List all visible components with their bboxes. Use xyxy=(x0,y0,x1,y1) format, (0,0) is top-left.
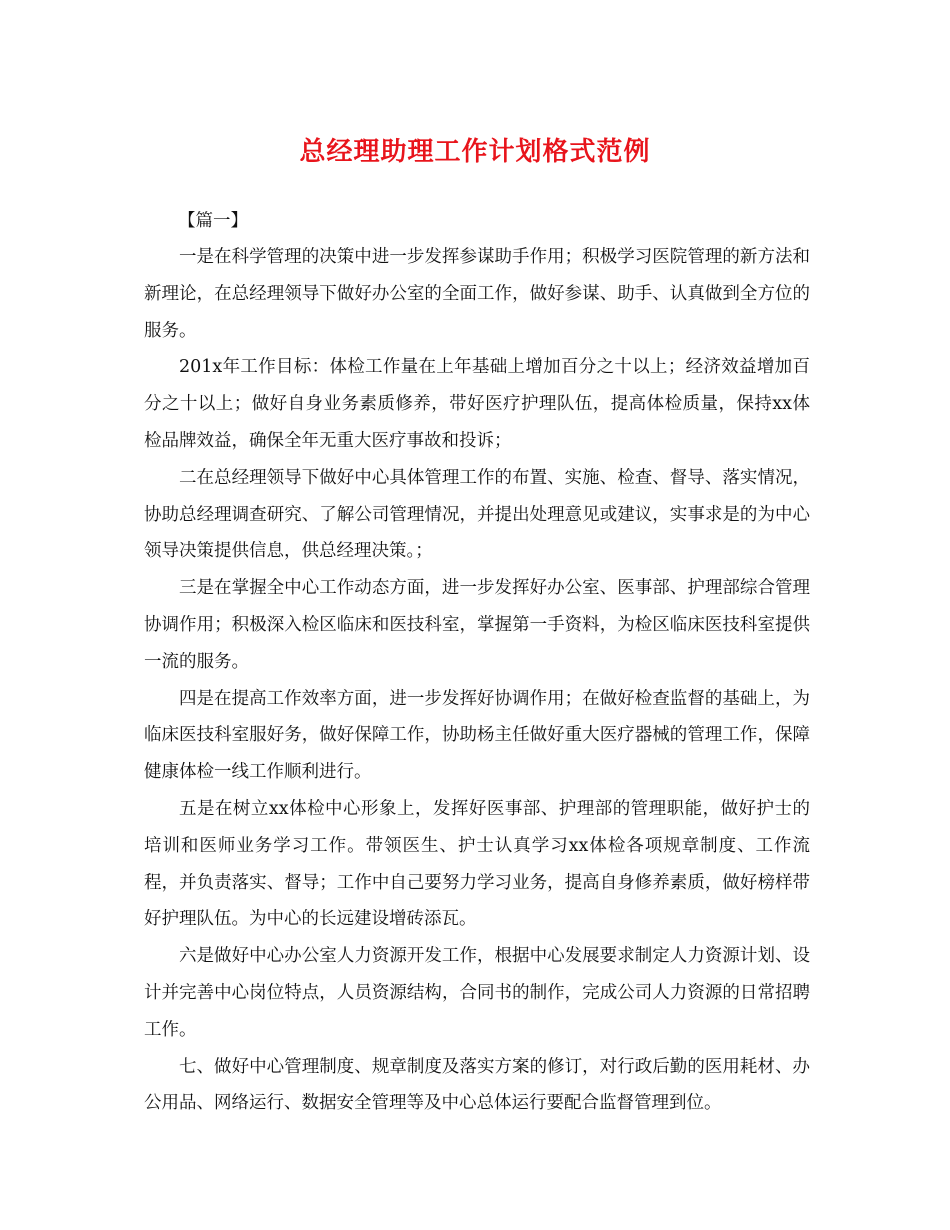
paragraph: 七、做好中心管理制度、规章制度及落实方案的修订，对行政后勤的医用耗材、办公用品、网络运行、数据安全管理等及中心总体运行要配合监督管理到位。 xyxy=(144,1056,810,1114)
paragraph: 四是在提高工作效率方面，进一步发挥好协调作用；在做好检查监督的基础上，为临床医技科室服好务，做好保障工作，协助杨主任做好重大医疗器械的管理工作，保障健康体检一线工作顺利进行。 xyxy=(144,688,810,783)
paragraph: 二在总经理领导下做好中心具体管理工作的布置、实施、检查、督导、落实情况，协助总经理调查研究、了解公司管理情况，并提出处理意见或建议，实事求是的为中心领导决策提供信息，供总经理决策。； xyxy=(144,467,810,562)
paragraph: 一是在科学管理的决策中进一步发挥参谋助手作用；积极学习医院管理的新方法和新理论，在总经理领导下做好办公室的全面工作，做好参谋、助手、认真做到全方位的服务。 xyxy=(144,247,810,341)
document-body xyxy=(144,239,810,1122)
paragraph: 201x年工作目标：体检工作量在上年基础上增加百分之十以上；经济效益增加百分之十以上；做好自身业务素质修养，带好医疗护理队伍，提高体检质量，保持xx体检品牌效益，确保全年无重大医疗事故和投诉； xyxy=(144,357,810,451)
paragraph: 六是做好中心办公室人力资源开发工作，根据中心发展要求制定人力资源计划、设计并完善中心岗位特点，人员资源结构，合同书的制作，完成公司人力资源的日常招聘工作。 xyxy=(144,946,810,1040)
document-title: 总经理助理工作计划格式范例 xyxy=(299,137,651,167)
paragraph: 三是在掌握全中心工作动态方面，进一步发挥好办公室、医事部、护理部综合管理协调作用；积极深入检区临床和医技科室，掌握第一手资料，为检区临床医技科室提供一流的服务。 xyxy=(144,578,810,672)
paragraph: 五是在树立xx体检中心形象上，发挥好医事部、护理部的管理职能，做好护士的培训和医师业务学习工作。带领医生、护士认真学习xx体检各项规章制度、工作流程，并负责落实、督导；工作中自己要努力学习业务，提高自身修养素质，做好榜样带好护理队伍。为中心的长远建设增砖添瓦。 xyxy=(144,798,810,930)
section-label: 【篇一】 xyxy=(178,211,248,231)
